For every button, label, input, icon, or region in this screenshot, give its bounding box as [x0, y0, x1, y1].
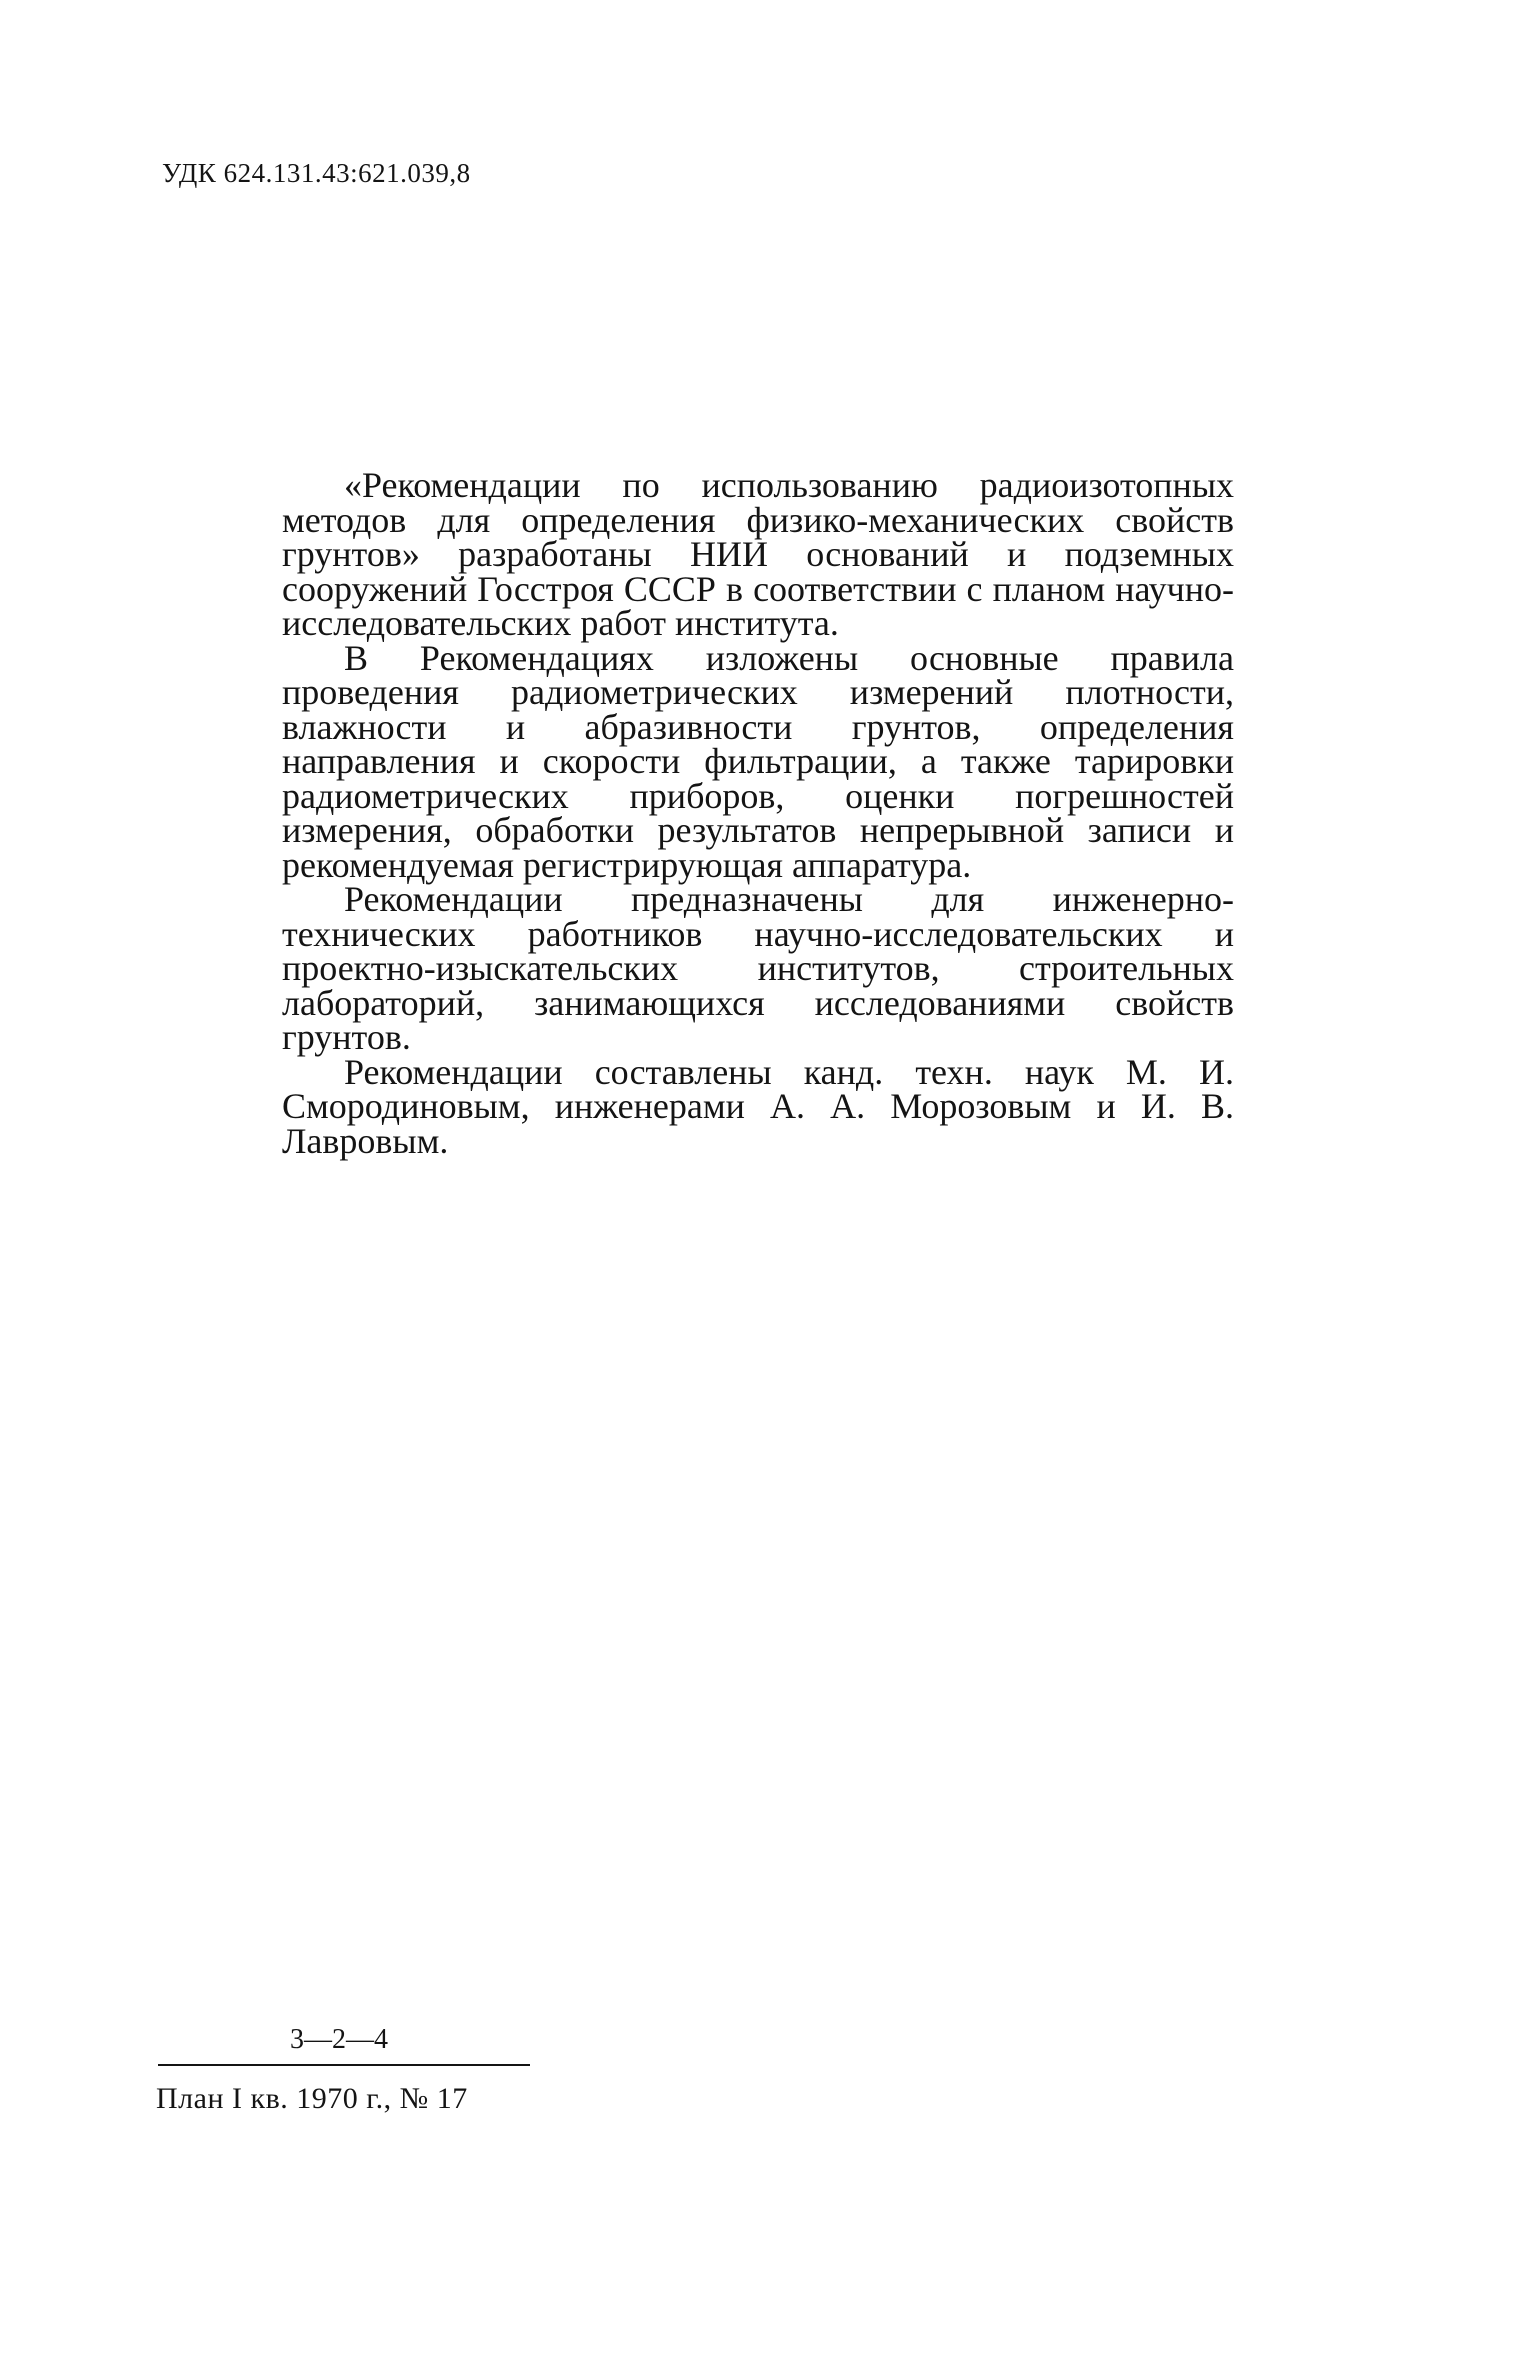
paragraph-1: «Рекомендации по использованию радиоизотопных методов для определения физико-механических свойств грунтов» разработаны НИИ оснований и подземных сооружений Госстроя СССР в соответствии с планом научно-исследовательских работ института. — [282, 465, 1234, 643]
paragraph-2: В Рекомендациях изложены основные правила проведения радиометрических измерений плотности, влажности и абразивности грунтов, определения направления и скорости фильтрации, а также тарировки радиометрических приборов, оценки погрешностей измерения, обработки результатов непрерывной записи и рекомендуемая регистрирующая аппаратура. — [282, 637, 1234, 885]
paragraph-4: Рекомендации составлены канд. техн. наук М. И. Смородиновым, инженерами А. А. Морозовым и И. В. Лавровым. — [282, 1051, 1234, 1161]
udc-code: УДК 624.131.43:621.039,8 — [162, 158, 471, 188]
publication-code: 3—2—4 — [290, 2024, 388, 2055]
paragraph-3: Рекомендации предназначены для инженерно-технических работников научно-исследовательских и проектно-изыскательских институтов, строительных лабораторий, занимающихся исследованиями свойств грунтов. — [282, 879, 1234, 1057]
footer-divider — [158, 2064, 530, 2066]
annotation-text — [282, 465, 1234, 1161]
publication-plan: План I кв. 1970 г., № 17 — [156, 2082, 468, 2115]
